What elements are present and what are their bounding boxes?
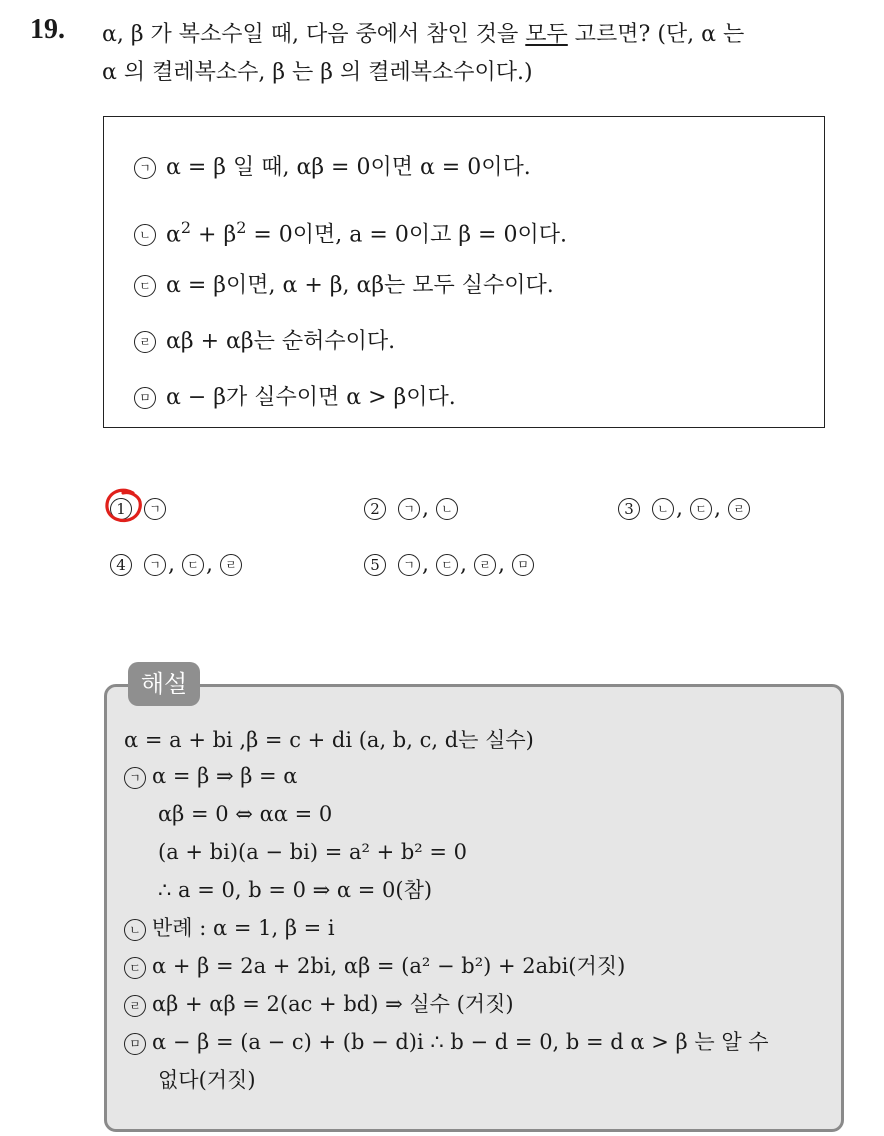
- solution-mark: ㅁ: [124, 1033, 146, 1055]
- choice-number: 1: [110, 498, 132, 520]
- condition-mark: ㄹ: [134, 331, 156, 353]
- solution-line: [124, 910, 335, 946]
- condition-mark: ㄱ: [134, 157, 156, 179]
- solution-line: [124, 758, 297, 794]
- choice-mark: ㄷ: [436, 554, 458, 576]
- solution-mark: ㄱ: [124, 767, 146, 789]
- solution-line: [158, 1062, 256, 1098]
- condition-item: [134, 153, 531, 183]
- choice-number: 3: [618, 498, 640, 520]
- condition-mark: ㄷ: [134, 275, 156, 297]
- condition-item: [134, 271, 554, 301]
- condition-mark: ㅁ: [134, 387, 156, 409]
- choice-mark: ㄷ: [182, 554, 204, 576]
- solution-line: [124, 948, 625, 984]
- choice-number: 2: [364, 498, 386, 520]
- condition-mark: ㄴ: [134, 224, 156, 246]
- condition-item: [134, 327, 395, 357]
- solution-mark: ㄴ: [124, 919, 146, 941]
- solution-line: [124, 986, 514, 1022]
- condition-item: [134, 383, 456, 413]
- solution-line: [124, 1024, 769, 1060]
- question-line1-part2: 고르면? (단, α 는: [567, 22, 745, 47]
- solution-line-text: ∴ a = 0, b = 0 ⇒ α = 0(참): [158, 878, 433, 902]
- choice-mark: ㄱ: [398, 554, 420, 576]
- solution-line-text: (a + bi)(a − bi) = a² + b² = 0: [158, 840, 468, 864]
- solution-mark: ㄷ: [124, 957, 146, 979]
- solution-line-text: α − β = (a − c) + (b − d)i ∴ b − d = 0, b = d α > β 는 알 수: [152, 1030, 769, 1054]
- question-line1-part1: α, β 가 복소수일 때, 다음 중에서 참인 것을: [102, 22, 526, 47]
- condition-text: αβ + αβ는 순허수이다.: [166, 329, 396, 354]
- solution-line-text: 없다(거짓): [158, 1068, 256, 1092]
- choice-2[interactable]: 2 ㄱ , ㄴ: [364, 494, 460, 524]
- solution-line-text: αβ = 0 ⇔ αα = 0: [158, 802, 333, 826]
- condition-superscript: 2: [180, 218, 192, 237]
- selected-answer-circle: [103, 487, 145, 525]
- choice-mark: ㄴ: [652, 498, 674, 520]
- choice-mark: ㅁ: [512, 554, 534, 576]
- solution-mark: ㄹ: [124, 995, 146, 1017]
- solution-line: [158, 872, 432, 908]
- choice-number: 4: [110, 554, 132, 576]
- solution-line: [158, 796, 332, 832]
- condition-text: α = β 일 때, αβ = 0이면 α = 0이다.: [166, 155, 531, 180]
- question-text: [102, 16, 872, 92]
- question-underlined-word: 모두: [525, 22, 568, 47]
- question-number: 19.: [30, 14, 65, 45]
- choice-mark: ㄹ: [474, 554, 496, 576]
- choice-mark: ㄹ: [220, 554, 242, 576]
- solution-tag: 해설: [128, 662, 200, 706]
- condition-text-part: = 0이면, a = 0이고 β = 0이다.: [246, 222, 567, 248]
- solution-line-text: α = β ⇒ β = α: [152, 764, 298, 788]
- choice-4[interactable]: 4 ㄱ , ㄷ , ㄹ: [110, 550, 244, 580]
- condition-text: α − β가 실수이면 α > β이다.: [166, 385, 456, 410]
- condition-superscript: 2: [236, 218, 247, 237]
- conditions-box: [103, 116, 825, 428]
- condition-text-part: α: [166, 222, 181, 248]
- solution-line-text: α = a + bi ,β = c + di (a, b, c, d는 실수): [124, 728, 534, 752]
- choice-3[interactable]: 3 ㄴ , ㄷ , ㄹ: [618, 494, 752, 524]
- solution-line: [158, 834, 467, 870]
- choice-5[interactable]: 5 ㄱ , ㄷ , ㄹ , ㅁ: [364, 550, 536, 580]
- choice-number: 5: [364, 554, 386, 576]
- choice-mark: ㄹ: [728, 498, 750, 520]
- solution-line-text: 반례 : α = 1, β = i: [152, 916, 335, 940]
- condition-text: α = β이면, α + β, αβ는 모두 실수이다.: [166, 273, 554, 298]
- solution-line-text: αβ + αβ = 2(ac + bd) ⇒ 실수 (거짓): [152, 992, 514, 1016]
- condition-item: [134, 213, 567, 248]
- choice-mark: ㄱ: [144, 554, 166, 576]
- question-line2: α 의 켤레복소수, β 는 β 의 켤레복소수이다.): [102, 60, 533, 85]
- choice-mark: ㄱ: [398, 498, 420, 520]
- condition-text-part: + β: [191, 222, 237, 248]
- choice-mark: ㄷ: [690, 498, 712, 520]
- solution-line: [124, 722, 534, 758]
- choice-mark: ㄱ: [144, 498, 166, 520]
- choice-mark: ㄴ: [436, 498, 458, 520]
- solution-line-text: α + β = 2a + 2bi, αβ = (a² − b²) + 2abi(거짓): [152, 954, 626, 978]
